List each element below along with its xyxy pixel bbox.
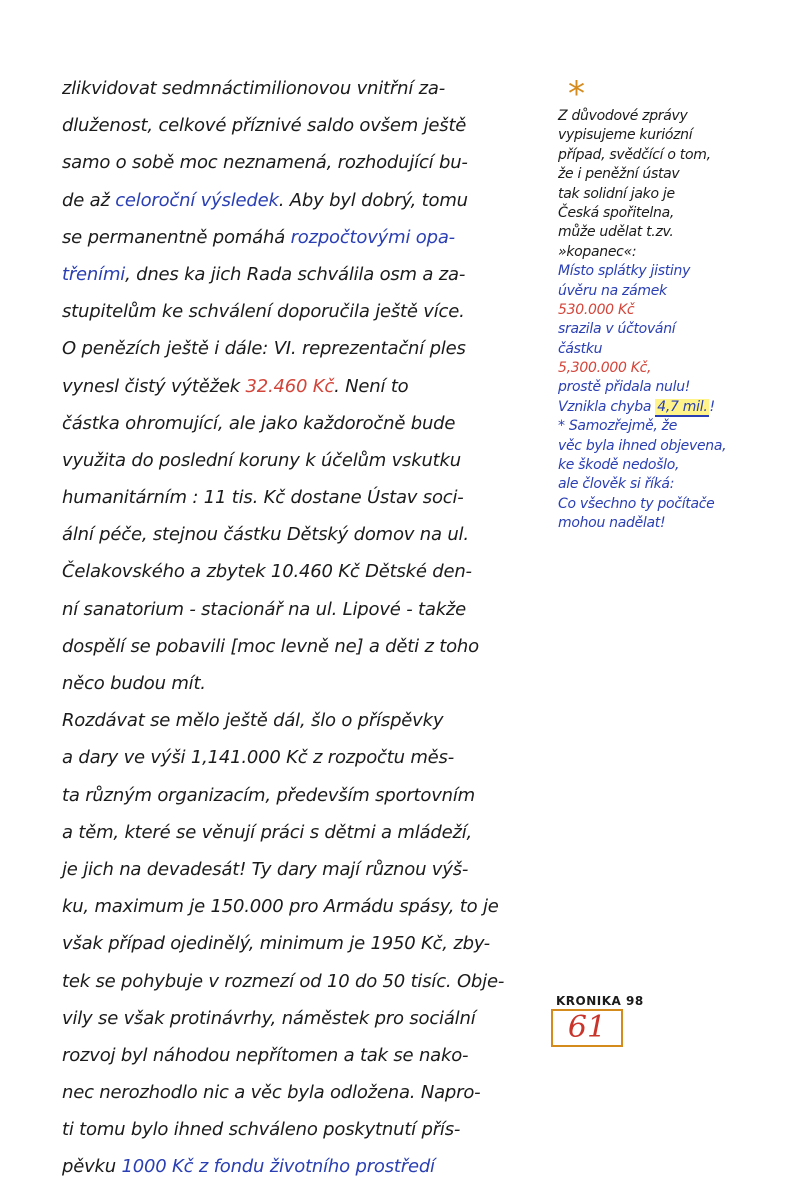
text-segment: třeními (62, 263, 126, 285)
main-text-column (62, 70, 548, 1186)
note-line (558, 398, 726, 417)
note-line (558, 340, 726, 359)
note-line (558, 301, 726, 320)
text-line (62, 405, 548, 442)
page-number-box (551, 1009, 623, 1047)
text-line (62, 925, 548, 962)
text-segment: srazila v účtování (558, 321, 676, 338)
text-segment: se permanentně pomáhá (62, 226, 291, 248)
text-line (62, 665, 548, 702)
text-line (62, 851, 548, 888)
text-segment: vynesl čistý výtěžek (62, 375, 246, 397)
text-line (62, 368, 548, 405)
text-segment: rozvoj byl náhodou nepřítomen a tak se nako- (62, 1044, 469, 1066)
text-segment: věc byla ihned objevena, (558, 437, 727, 454)
text-segment: vily se však protinávrhy, náměstek pro sociální (62, 1007, 476, 1029)
text-segment: že i peněžní ústav (558, 166, 680, 183)
text-segment: ní sanatorium - stacionář na ul. Lipové - takže (62, 598, 467, 620)
text-segment: něco budou mít. (62, 673, 206, 694)
text-line (62, 963, 548, 1000)
text-segment: ke škodě nedošlo, (558, 457, 680, 474)
text-line (62, 888, 548, 925)
asterisk-mark: * (568, 74, 585, 114)
text-segment: úvěru na zámek (558, 282, 667, 299)
text-segment: Vznikla chyba (558, 398, 656, 415)
note-line (558, 185, 726, 204)
text-segment: ální péče, stejnou částku Dětský domov na ul. (62, 524, 469, 546)
text-segment: ti tomu bylo ihned schváleno poskytnutí přís- (62, 1119, 461, 1141)
note-line (558, 378, 726, 397)
text-segment: 1000 Kč z fondu životního prostředí (121, 1156, 435, 1178)
text-segment: 32.460 Kč (245, 375, 335, 397)
text-segment: Místo splátky jistiny (558, 263, 691, 280)
page-number: 61 (567, 1010, 607, 1045)
side-note-text (558, 107, 726, 534)
text-segment: nec nerozhodlo nic a věc byla odložena. Napro- (62, 1082, 481, 1104)
text-segment: tek se pohybuje v rozmezí od 10 do 50 tisíc. Obje- (62, 970, 505, 992)
text-line (62, 479, 548, 516)
note-line (558, 126, 726, 145)
text-segment: rozpočtovými opa- (290, 226, 455, 248)
text-line (62, 442, 548, 479)
text-segment: stupitelům ke schválení doporučila ještě více. (62, 301, 465, 323)
note-line (558, 262, 726, 281)
text-segment: může udělat t.zv. (558, 224, 674, 241)
text-line (62, 516, 548, 553)
note-line (558, 223, 726, 242)
text-line (62, 107, 548, 144)
text-segment: humanitárním : 11 tis. Kč dostane Ústav soci- (62, 487, 464, 509)
text-segment: ale člověk si říká: (558, 476, 675, 493)
text-segment: 4,7 mil. (657, 398, 708, 415)
text-line (62, 70, 548, 107)
text-line (62, 1111, 548, 1148)
text-segment: pěvku (62, 1156, 122, 1178)
text-segment: celoroční výsledek (115, 189, 279, 211)
text-segment: Rozdávat se mělo ještě dál, šlo o příspěvky (62, 710, 444, 732)
text-segment: Česká spořitelna, (558, 204, 675, 221)
note-line (558, 456, 726, 475)
note-line (558, 146, 726, 165)
text-segment: využita do poslední koruny k účelům vskutku (62, 449, 461, 471)
text-segment: případ, svědčící o tom, (558, 146, 711, 163)
note-line (558, 437, 726, 456)
text-line (62, 777, 548, 814)
text-segment: dluženost, celkové příznivé saldo ovšem ještě (62, 115, 467, 137)
text-line (62, 330, 548, 367)
text-line (62, 293, 548, 330)
text-segment: tak solidní jako je (558, 185, 675, 202)
note-line (558, 320, 726, 339)
text-line (62, 702, 548, 739)
text-line (62, 1000, 548, 1037)
text-line (62, 1074, 548, 1111)
text-segment: a těm, které se věnují práci s dětmi a mládeží, (62, 821, 473, 843)
text-line (62, 144, 548, 181)
text-segment: , dnes ka jich Rada schválila osm a za- (125, 263, 466, 285)
note-line (558, 514, 726, 533)
text-line (62, 219, 548, 256)
text-line (62, 1148, 548, 1185)
text-segment: »kopanec«: (558, 243, 637, 260)
note-line (558, 495, 726, 514)
text-segment: a dary ve výši 1,141.000 Kč z rozpočtu měs- (62, 747, 455, 769)
text-segment: ta různým organizacím, především sportovním (62, 784, 475, 806)
text-segment: zlikvidovat sedmnáctimilionovou vnitřní za- (62, 78, 446, 99)
text-segment: ku, maximum je 150.000 pro Armádu spásy, to je (62, 896, 499, 918)
text-line (62, 553, 548, 590)
note-line (558, 475, 726, 494)
text-segment: Co všechno ty počítače (558, 495, 715, 512)
text-segment: je jich na devadesát! Ty dary mají různou výš- (62, 858, 469, 880)
text-segment: vypisujeme kuriózní (558, 127, 693, 144)
text-line (62, 1037, 548, 1074)
text-line (62, 591, 548, 628)
text-segment: částku (558, 340, 603, 357)
text-line (62, 739, 548, 776)
text-segment: 5,300.000 Kč, (558, 360, 652, 377)
text-segment: de až (62, 189, 116, 211)
text-segment: * Samozřejmě, že (558, 418, 678, 435)
text-segment: samo o sobě moc neznamená, rozhodující bu- (62, 152, 468, 174)
note-line (558, 359, 726, 378)
text-segment: Čelakovského a zbytek 10.460 Kč Dětské den- (62, 561, 472, 583)
text-segment: . Není to (334, 375, 409, 397)
text-segment: však případ ojedinělý, minimum je 1950 Kč, zby- (62, 933, 490, 955)
note-line (558, 243, 726, 262)
text-segment: O penězích ještě i dále: VI. reprezentační ples (62, 338, 466, 360)
text-segment: Z důvodové zprávy (558, 108, 688, 124)
note-line (558, 107, 726, 126)
note-line (558, 165, 726, 184)
text-segment: dospělí se pobavili [moc levně ne] a děti z toho (62, 635, 479, 657)
text-line (62, 814, 548, 851)
text-line (62, 256, 548, 293)
chronicle-year-label: KRONIKA 98 (556, 994, 644, 1008)
text-segment: 530.000 Kč (558, 301, 635, 318)
text-segment: . Aby byl dobrý, tomu (278, 189, 468, 211)
text-segment: prostě přidala nulu! (558, 379, 691, 396)
text-segment: ! (709, 398, 715, 415)
note-line (558, 282, 726, 301)
text-line (62, 628, 548, 665)
note-line (558, 204, 726, 223)
text-segment: částka ohromující, ale jako každoročně bude (62, 412, 456, 434)
text-segment: mohou nadělat! (558, 515, 666, 532)
text-line (62, 182, 548, 219)
note-line (558, 417, 726, 436)
